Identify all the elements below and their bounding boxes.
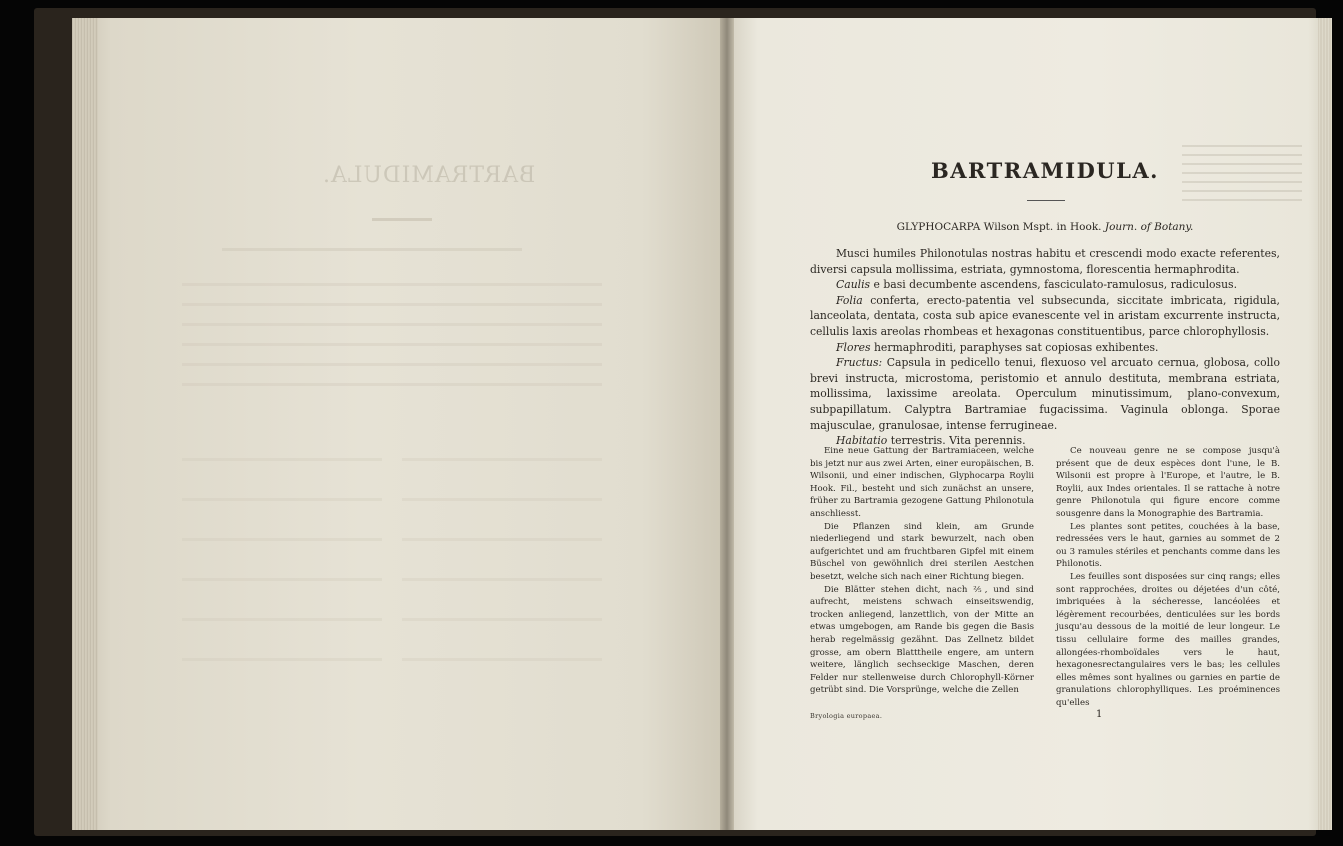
bleed-line	[182, 658, 382, 661]
bleed-line	[182, 343, 602, 346]
latin-text: hermaphroditi, paraphyses sat copiosas exhibentes.	[870, 340, 1159, 354]
bleed-line	[182, 458, 382, 461]
bleed-line	[402, 578, 602, 581]
french-paragraph: Ce nouveau genre ne se compose jusqu'à présent que de deux espèces dont l'une, le B. Wilsonii est propre à l'Europe, et l'autre, le B. Roylii, aux Indes orientales. Il se rattache à notre genre Philonotula qui figure encore comme sousgenre dans la Monographie des Bartramia.	[1056, 446, 1280, 519]
footer-signature: Bryologia europaea.	[810, 712, 883, 720]
bleed-rule	[372, 218, 432, 221]
bleed-line	[402, 618, 602, 621]
bleed-line	[182, 498, 382, 501]
german-paragraph: Die Pflanzen sind klein, am Grunde niederliegend und stark bewurzelt, nach oben aufgerichtet und am fruchtbaren Gipfel mit einem Büschel von gewöhnlich drei sterilen Aestchen besetzt, welche sich nach einer Richtung biegen.	[810, 521, 1034, 582]
open-book	[34, 8, 1316, 836]
bleed-line	[182, 618, 382, 621]
latin-paragraph	[810, 293, 1280, 340]
german-column	[810, 445, 1034, 697]
french-paragraph: Les plantes sont petites, couchées à la base, redressées vers le haut, garnies au sommet de 2 ou 3 ramules stériles et penchants comme dans les Philonotis.	[1056, 521, 1280, 570]
bleed-line	[402, 458, 602, 461]
latin-paragraph	[810, 277, 1280, 293]
page-edges-left	[72, 18, 98, 830]
latin-text: terrestris. Vita perennis.	[887, 434, 1026, 448]
bleed-line	[182, 283, 602, 286]
bleed-line	[182, 538, 382, 541]
bleed-line	[182, 383, 602, 386]
bleed-line	[182, 578, 382, 581]
latin-text: Musci humiles Philonotulas nostras habitu et crescendi modo exacte referentes, diversi capsula mollissima, estriata, gymnostoma, florescentia hermaphrodita.	[810, 247, 1280, 276]
latin-paragraph	[810, 246, 1280, 277]
left-page	[72, 18, 720, 830]
genus-title: BARTRAMIDULA.	[931, 158, 1159, 183]
latin-text: Capsula in pedicello tenui, flexuoso vel arcuato cernua, globosa, collo brevi instructa, microstoma, peristomio et annulo destituta, membrana estriata, mollissima, laxissime areolata. Operculum minutissimum, plano-convexum, subpapillatum. Calyptra Bartramiae fugacissima. Vaginula oblonga. Sporae majusculae, granulosae, intense ferrugineae.	[810, 356, 1280, 432]
synonym-citation: GLYPHOCARPA Wilson Mspt. in Hook.	[896, 221, 1102, 233]
latin-paragraph	[810, 355, 1280, 433]
book-gutter	[720, 18, 734, 830]
french-column	[1056, 445, 1280, 709]
right-page	[734, 18, 1332, 830]
bleed-line	[182, 363, 602, 366]
bleed-line	[182, 303, 602, 306]
synonym-journal: Journ. of Botany.	[1104, 221, 1194, 233]
synonym-line	[810, 221, 1280, 233]
bleed-line	[182, 323, 602, 326]
bleed-line	[402, 498, 602, 501]
german-paragraph: Eine neue Gattung der Bartramiaceen, welche bis jetzt nur aus zwei Arten, einer europäischen, B. Wilsonii, und einer indischen, Glyphocarpa Roylii Hook. Fil., besteht und sich zunächst an unsere, früher zu Bartramia gezogene Gattung Philonotula anschliesst.	[810, 446, 1034, 519]
latin-text: e basi decumbente ascendens, fasciculato-ramulosus, radiculosus.	[870, 278, 1237, 292]
bleed-line	[402, 538, 602, 541]
latin-keyword: Habitatio	[836, 434, 888, 448]
latin-keyword: Caulis	[836, 278, 871, 292]
latin-keyword: Fructus:	[836, 356, 883, 370]
page-edges-right	[1318, 18, 1332, 830]
latin-keyword: Flores	[836, 340, 871, 354]
left-page-bleed-title: BARTRAMIDULA.	[322, 163, 536, 188]
page-number: 1	[1096, 709, 1103, 720]
bleed-line	[222, 248, 522, 251]
latin-description	[810, 246, 1280, 449]
latin-text: conferta, erecto-patentia vel subsecunda, siccitate imbricata, rigidula, lanceolata, dentata, costa sub apice evanescente vel in aristam excurrente instructa, cellulis laxis areolas rhombeas et hexagonas constituentibus, parce chlorophyllosis.	[810, 293, 1280, 338]
latin-keyword: Folia	[836, 293, 863, 307]
latin-paragraph	[810, 340, 1280, 356]
title-rule	[1027, 200, 1065, 201]
french-paragraph: Les feuilles sont disposées sur cinq rangs; elles sont rapprochées, droites ou déjetées d'un côté, imbriquées à la sécheresse, lancéolées et légèrement recourbées, denticulées sur les bords jusqu'au dessous de la moitié de leur longeur. Le tissu cellulaire forme des mailles grandes, allongées-rhomboïdales vers le haut, hexagonesrectangulaires vers le bas; les cellules elles mêmes sont hyalines ou garnies en partie de granulations chlorophylliques. Les proéminences qu'elles	[1056, 571, 1280, 708]
german-paragraph: Die Blätter stehen dicht, nach ⅖, und sind aufrecht, meistens schwach einseitswendig, trocken anliegend, lanzettlich, von der Mitte an etwas umgebogen, am Rande bis gegen die Basis herab regelmässig gezähnt. Das Zellnetz bildet grosse, am obern Blatttheile engere, am untern weitere, länglich sechseckige Maschen, deren Felder nur stellenweise durch Chlorophyll-Körner getrübt sind. Die Vorsprünge, welche die Zellen	[810, 584, 1034, 696]
bleed-line	[402, 658, 602, 661]
